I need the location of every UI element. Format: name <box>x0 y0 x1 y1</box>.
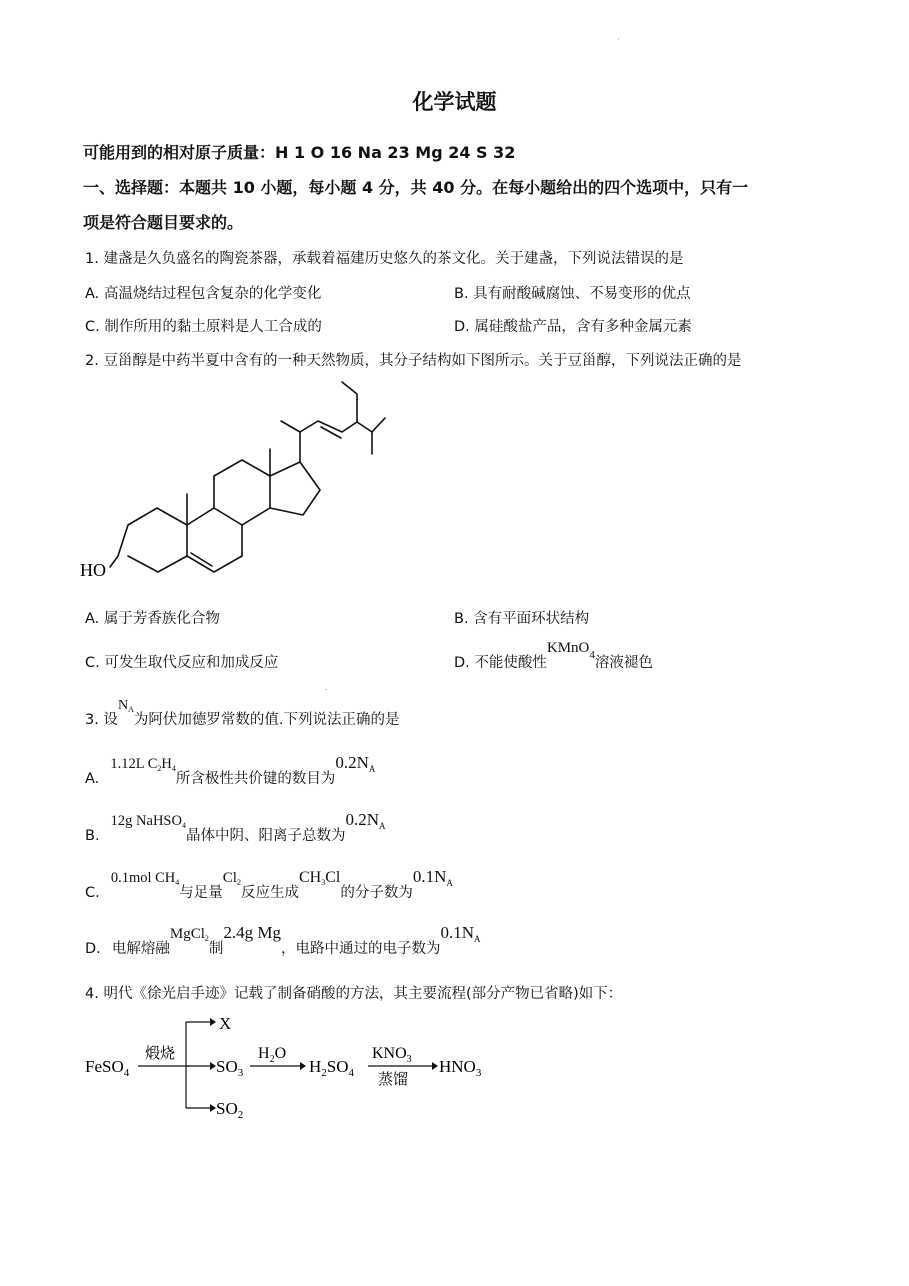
q3-d-mgcl2-sub: 2 <box>204 934 209 943</box>
q3-c-sub: 4 <box>175 878 180 887</box>
q3-na-sub: A <box>128 705 134 714</box>
q3-post: 为阿伏加德罗常数的值.下列说法正确的是 <box>133 712 400 728</box>
calcine-label: 煅烧 <box>145 1046 176 1062</box>
feso4: FeSO$_4$ <box>85 1057 130 1079</box>
q3-c-cl2-sub: 2 <box>236 878 241 887</box>
q3-a-h: H <box>161 756 172 772</box>
q3-a-sub2: 4 <box>171 764 176 773</box>
section1-heading-line2: 项是符合题目要求的。 <box>83 213 244 232</box>
q3-c-text3: 的分子数为 <box>340 885 413 901</box>
q2-d-sub: 4 <box>589 649 595 661</box>
so3: $SO_3$ <box>216 1057 244 1079</box>
q2-option-c: C. 可发生取代反应和加成反应 <box>85 655 279 671</box>
q2-d-pre: D. 不能使酸性 <box>454 655 547 671</box>
q3-b-text: 晶体中阴、阳离子总数为 <box>185 828 346 844</box>
q3-d-text1: 制 <box>208 941 224 957</box>
atomic-mass-line: 可能用到的相对原子质量：H 1 O 16 Na 23 Mg 24 S 32 <box>83 143 516 162</box>
q2-d-post: 溶液褪色 <box>594 655 653 671</box>
q2-option-a: A. 属于芳香族化合物 <box>85 611 220 627</box>
product-x: X <box>219 1014 232 1033</box>
q3-c-label: C. <box>85 885 100 901</box>
q3-c-ch3cl-sub: 3 <box>321 878 326 887</box>
q3-a-sub1: 2 <box>157 764 162 773</box>
q3-b-answer: 0.2N <box>345 810 379 829</box>
q3-na: N <box>117 698 129 713</box>
q3-c-formula: 0.1mol CH <box>110 870 176 886</box>
h2so4: $H_2SO_4$ <box>309 1057 355 1079</box>
q3-c-text1: 与足量 <box>179 885 223 901</box>
q3-pre: 3. 设 <box>85 712 118 728</box>
q3-d-label: D. <box>85 941 101 957</box>
q3-b-answer-sub: A <box>378 821 386 831</box>
q1-option-b: B. 具有耐酸碱腐蚀、不易变形的优点 <box>454 286 691 302</box>
q2-stem: 2. 豆甾醇是中药半夏中含有的一种天然物质，其分子结构如下图所示。关于豆甾醇，下列说法正确的是 <box>85 353 742 369</box>
ho-label: HO <box>80 560 106 580</box>
hno3: $HNO_3$ <box>439 1057 482 1079</box>
q3-a-label: A. <box>85 771 100 787</box>
q3-b-label: B. <box>85 828 100 844</box>
q3-a-formula: 1.12L C <box>110 756 158 772</box>
q3-d-answer: 0.1N <box>440 923 475 942</box>
small-mark: - <box>325 686 328 693</box>
distill-label: 蒸馏 <box>378 1072 409 1088</box>
q2-option-b: B. 含有平面环状结构 <box>454 611 590 627</box>
kno3-label: $KNO_3$ <box>372 1045 412 1065</box>
header-mark: ' <box>618 38 620 45</box>
q3-d-mgcl2: MgCl <box>169 926 205 942</box>
q3-c-ch3cl-cl: Cl <box>325 869 341 886</box>
q3-b-sub: 4 <box>181 821 186 830</box>
q3-d-mg-mass: 2.4g Mg <box>223 923 282 942</box>
q3-d-text0: 电解熔融 <box>111 941 170 957</box>
q3-d-answer-sub: A <box>474 934 481 944</box>
q3-b-formula: 12g NaHSO <box>110 813 182 829</box>
q1-option-c: C. 制作所用的黏土原料是人工合成的 <box>85 319 322 335</box>
q3-a-text: 所含极性共价键的数目为 <box>175 771 336 787</box>
q3-d-text2: ，电路中通过的电子数为 <box>281 941 441 957</box>
section1-heading-line1: 一、选择题：本题共 10 小题，每小题 4 分，共 40 分。在每小题给出的四个选项中，只有一 <box>83 178 749 197</box>
page-title: 化学试题 <box>412 90 497 114</box>
q3-c-text2: 反应生成 <box>240 885 299 901</box>
q1-stem: 1. 建盏是久负盛名的陶瓷茶器，承载着福建历史悠久的茶文化。关于建盏，下列说法错误的是 <box>85 251 684 267</box>
q4-stem: 4. 明代《徐光启手迹》记载了制备硝酸的方法，其主要流程(部分产物已省略)如下： <box>85 986 623 1002</box>
q3-c-answer: 0.1N <box>412 867 447 886</box>
q3-c-cl2: Cl <box>222 870 237 886</box>
q3-c-ch3cl: CH <box>298 869 322 886</box>
q1-option-d: D. 属硅酸盐产品，含有多种金属元素 <box>454 319 692 335</box>
q3-c-answer-sub: A <box>446 878 453 888</box>
q2-d-formula: KMnO <box>546 640 590 656</box>
q1-option-a: A. 高温烧结过程包含复杂的化学变化 <box>85 286 322 302</box>
h2o-label: $H_2O$ <box>258 1045 287 1065</box>
so2: $SO_2$ <box>216 1099 244 1121</box>
q3-a-answer-sub: A <box>368 764 376 774</box>
q3-a-answer: 0.2N <box>335 753 369 772</box>
